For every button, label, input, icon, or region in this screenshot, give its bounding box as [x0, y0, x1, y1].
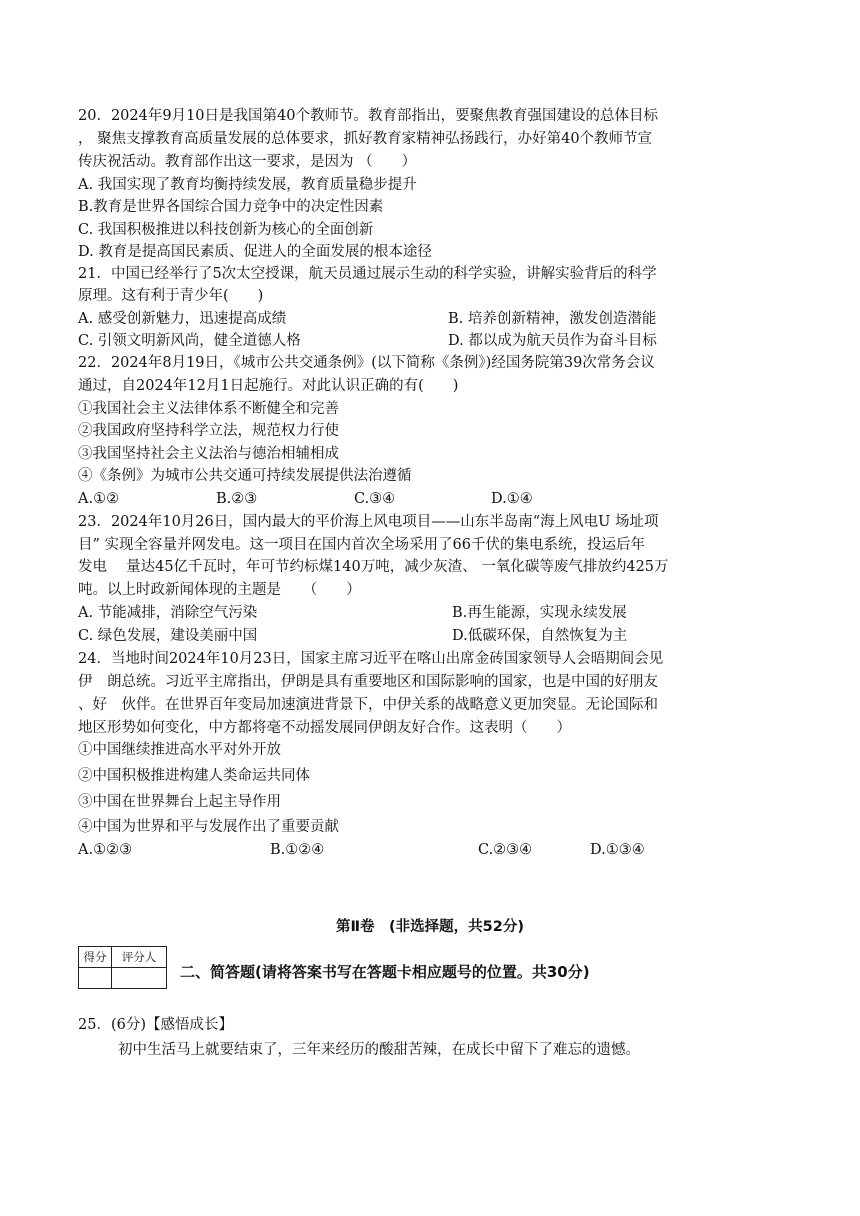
q21-stem-line-2: 原理。这有利于青少年( ) — [78, 288, 264, 304]
q24-stem-line-1: 24．当地时间2024年10月23日，国家主席习近平在喀山出席金砖国家领导人会晤期间会见 — [78, 651, 664, 667]
section-2-title: 第Ⅱ卷 (非选择题，共52分) — [336, 919, 524, 935]
q24-stem-line-3: 、好 伙伴。在世界百年变局加速演进背景下，中伊关系的战略意义更加突显。无论国际和 — [78, 697, 658, 713]
q23-stem-line-3: 发电 量达45亿千瓦时，年可节约标煤140万吨，减少灰渣、 一氧化碳等废气排放约425万 — [78, 559, 669, 575]
q22-option-d: D.①④ — [491, 491, 533, 507]
q23-stem-line-1: 23．2024年10月26日，国内最大的平价海上风电项目——山东半岛南“海上风电U 场址项 — [78, 514, 659, 530]
grader-cell[interactable] — [112, 968, 167, 989]
q20-option-c: C. 我国积极推进以科技创新为核心的全面创新 — [78, 222, 374, 238]
q22-statement-2: ②我国政府坚持科学立法，规范权力行使 — [78, 423, 339, 439]
q25-stem-line-1: 25．(6分)【感悟成长】 — [78, 1017, 233, 1033]
q22-option-c: C.③④ — [354, 491, 396, 507]
q21-option-c: C. 引领文明新风尚，健全道德人格 — [78, 333, 301, 349]
q21-option-b: B. 培养创新精神，激发创造潜能 — [448, 311, 657, 327]
q24-option-b: B.①②④ — [270, 842, 325, 858]
q22-stem-line-1: 22．2024年8月19日，《城市公共交通条例》(以下简称《条例》)经国务院第39次常务会议 — [78, 355, 655, 371]
q20-option-a: A. 我国实现了教育均衡持续发展，教育质量稳步提升 — [78, 177, 417, 193]
q24-option-c: C.②③④ — [478, 842, 533, 858]
q23-option-a: A. 节能减排，消除空气污染 — [78, 605, 258, 621]
q22-statement-3: ③我国坚持社会主义法治与德治相辅相成 — [78, 446, 339, 462]
q20-stem-line-1: 20．2024年9月10日是我国第40个教师节。教育部指出，要聚焦教育强国建设的总体目标 — [78, 108, 658, 124]
q23-option-d: D.低碳环保，自然恢复为主 — [452, 628, 628, 644]
q25-stem-line-2: 初中生活马上就要结束了，三年来经历的酸甜苦辣，在成长中留下了难忘的遗憾。 — [118, 1042, 640, 1058]
q24-stem-line-4: 地区形势如何变化，中方都将毫不动摇发展同伊朗友好合作。这表明（ ） — [78, 720, 571, 736]
grader-label: 评分人 — [112, 947, 167, 968]
q24-statement-4: ④中国为世界和平与发展作出了重要贡献 — [78, 819, 339, 835]
q24-statement-3: ③中国在世界舞台上起主导作用 — [78, 794, 281, 810]
q24-stem-line-2: 伊 朗总统。习近平主席指出，伊朗是具有重要地区和国际影响的国家，也是中国的好朋友 — [78, 674, 658, 690]
q22-statement-1: ①我国社会主义法律体系不断健全和完善 — [78, 401, 339, 417]
part-2-title: 二、简答题(请将答案书写在答题卡相应题号的位置。共30分) — [180, 963, 590, 981]
q23-option-b: B.再生能源，实现永续发展 — [452, 605, 627, 621]
q20-option-b: B.教育是世界各国综合国力竞争中的决定性因素 — [78, 199, 384, 215]
q21-stem-line-1: 21．中国已经举行了5次太空授课，航天员通过展示生动的科学实验，讲解实验背后的科学 — [78, 266, 657, 282]
q24-statement-1: ①中国继续推进高水平对外开放 — [78, 742, 281, 758]
q24-statement-2: ②中国积极推进构建人类命运共同体 — [78, 768, 310, 784]
score-box — [78, 946, 167, 989]
q23-stem-line-4: 吨。以上时政新闻体现的主题是 （ ） — [78, 582, 361, 598]
score-label: 得分 — [79, 947, 112, 968]
q24-option-d: D.①③④ — [590, 842, 645, 858]
q23-stem-line-2: 目” 实现全容量并网发电。这一项目在国内首次全场采用了66千伏的集电系统，投运后年 — [78, 537, 645, 553]
q22-statement-4: ④《条例》为城市公共交通可持续发展提供法治遵循 — [78, 468, 412, 484]
score-cell[interactable] — [79, 968, 112, 989]
q22-stem-line-2: 通过，自2024年12月1日起施行。对此认识正确的有( ) — [78, 378, 459, 394]
q22-option-a: A.①② — [78, 491, 120, 507]
q20-option-d: D. 教育是提高国民素质、促进人的全面发展的根本途径 — [78, 244, 432, 260]
q20-stem-line-3: 传庆祝活动。教育部作出这一要求，是因为 （ ） — [78, 154, 417, 170]
q21-option-a: A. 感受创新魅力，迅速提高成绩 — [78, 311, 287, 327]
q21-option-d: D. 都以成为航天员作为奋斗目标 — [448, 333, 657, 349]
q20-stem-line-2: ， 聚焦支撑教育高质量发展的总体要求，抓好教育家精神弘扬践行，办好第40个教师节宣 — [78, 131, 653, 147]
q23-option-c: C. 绿色发展，建设美丽中国 — [78, 628, 258, 644]
q24-option-a: A.①②③ — [78, 842, 133, 858]
q22-option-b: B.②③ — [216, 491, 258, 507]
